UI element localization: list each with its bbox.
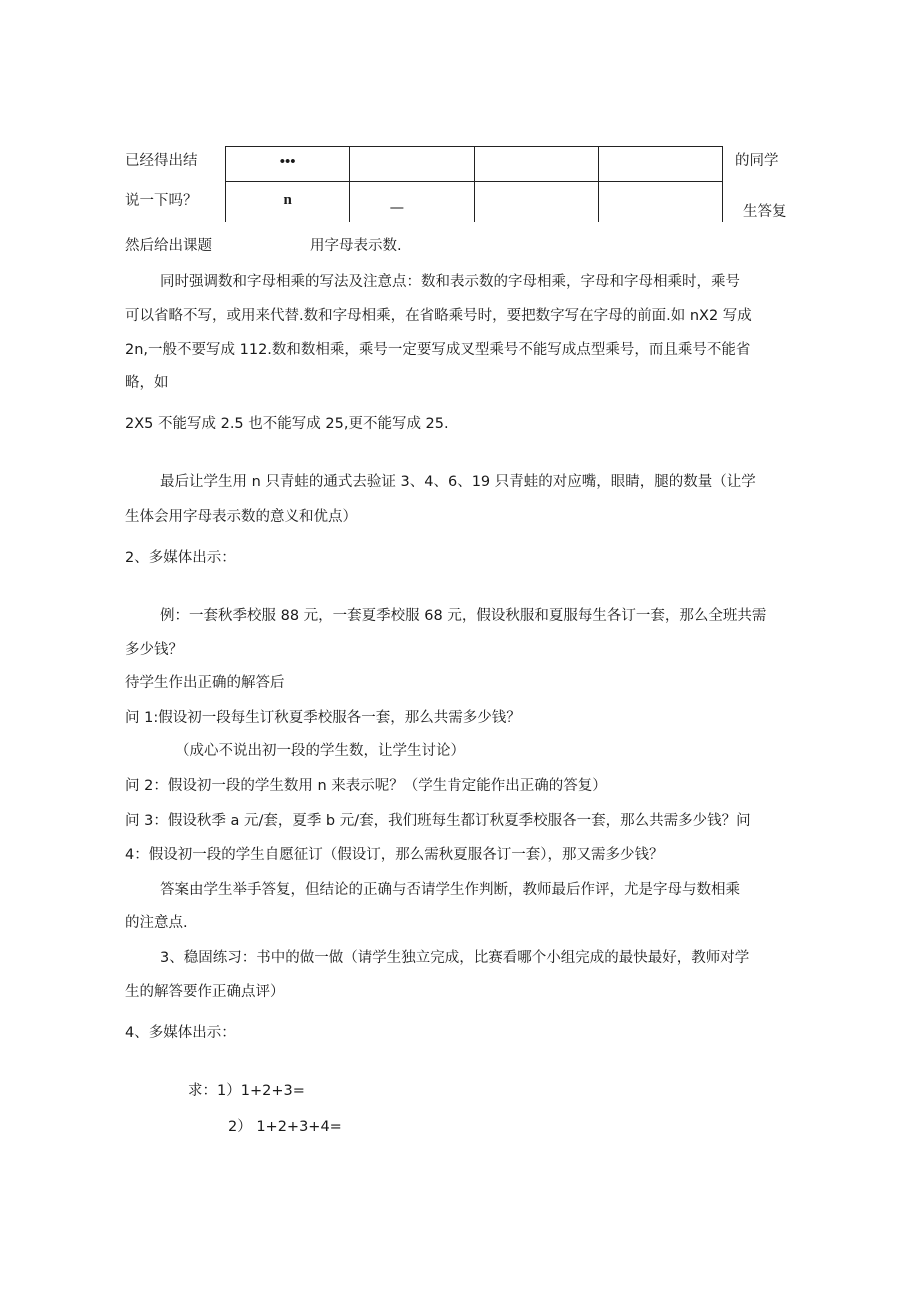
paragraph-line: 的注意点.: [125, 915, 188, 931]
table-row: [226, 182, 723, 222]
question-1: 问 1:假设初一段每生订秋夏季校服各一套，那么共需多少钱？: [125, 710, 521, 726]
practice-line: 3、稳固练习：书中的做一做（请学生独立完成，比赛看哪个小组完成的最快最好，教师对学: [160, 950, 750, 966]
paragraph-line: 可以省略不写，或用来代替.数和字母相乘，在省略乘号时，要把数字写在字母的前面.如 nX2 写成: [125, 308, 752, 324]
calc-line: 2） 1+2+3+4=: [228, 1119, 342, 1135]
table-row: [226, 147, 723, 182]
table-right-text-2: 生答复: [743, 204, 787, 220]
paragraph-line: 最后让学生用 n 只青蛙的通式去验证 3、4、6、19 只青蛙的对应嘴，眼睛，腿的数量（让学: [160, 474, 756, 490]
question-2: 问 2：假设初一段的学生数用 n 来表示呢？（学生肯定能作出正确的答复）: [125, 778, 607, 794]
practice-line: 生的解答要作正确点评）: [125, 984, 285, 1000]
table-cell: —: [350, 182, 474, 222]
example-line: 例：一套秋季校服 88 元，一套夏季校服 68 元，假设秋服和夏服每生各订一套，那么全班共需: [160, 608, 767, 624]
table-left-text-1: 已经得出结: [125, 153, 198, 169]
example-line: 多少钱？: [125, 642, 183, 658]
table-right-text-1: 的同学: [735, 153, 779, 169]
paragraph-line: 2n,一般不要写成 112.数和数相乘，乘号一定要写成叉型乘号不能写成点型乘号，而且乘号不能省: [125, 342, 751, 358]
paragraph-line: 待学生作出正确的解答后: [125, 675, 285, 691]
table-left-text-2: 说一下吗？: [125, 193, 198, 209]
question-1-note: （成心不说出初一段的学生数，让学生讨论）: [175, 743, 465, 759]
paragraph-line: 略，如: [125, 375, 169, 391]
table-cell: [598, 182, 722, 222]
paragraph-line: 答案由学生举手答复，但结论的正确与否请学生作判断，教师最后作评，尤是字母与数相乘: [160, 882, 740, 898]
paragraph-line: 生体会用字母表示数的意义和优点）: [125, 509, 357, 525]
section-heading: 2、多媒体出示：: [125, 550, 236, 566]
table-cell: [598, 147, 722, 182]
topic-title: 用字母表示数.: [310, 238, 402, 254]
question-3: 问 3：假设秋季 a 元/套，夏季 b 元/套，我们班每生都订秋夏季校服各一套，那么共需多少钱？问: [125, 813, 751, 829]
table-cell: [350, 147, 474, 182]
question-4: 4：假设初一段的学生自愿征订（假设订，那么需秋夏服各订一套），那又需多少钱？: [125, 847, 664, 863]
data-table: [225, 146, 723, 222]
table-cell: [474, 182, 598, 222]
section-heading: 4、多媒体出示：: [125, 1025, 236, 1041]
calc-line: 求：1）1+2+3=: [188, 1083, 305, 1099]
table-cell: •••: [226, 147, 350, 182]
paragraph-line: 同时强调数和字母相乘的写法及注意点：数和表示数的字母相乘，字母和字母相乘时，乘号: [160, 274, 740, 290]
paragraph-line: 2X5 不能写成 2.5 也不能写成 25,更不能写成 25.: [125, 416, 449, 432]
table-cell: n: [226, 182, 350, 222]
topic-intro: 然后给出课题: [125, 238, 212, 254]
table-cell: [474, 147, 598, 182]
